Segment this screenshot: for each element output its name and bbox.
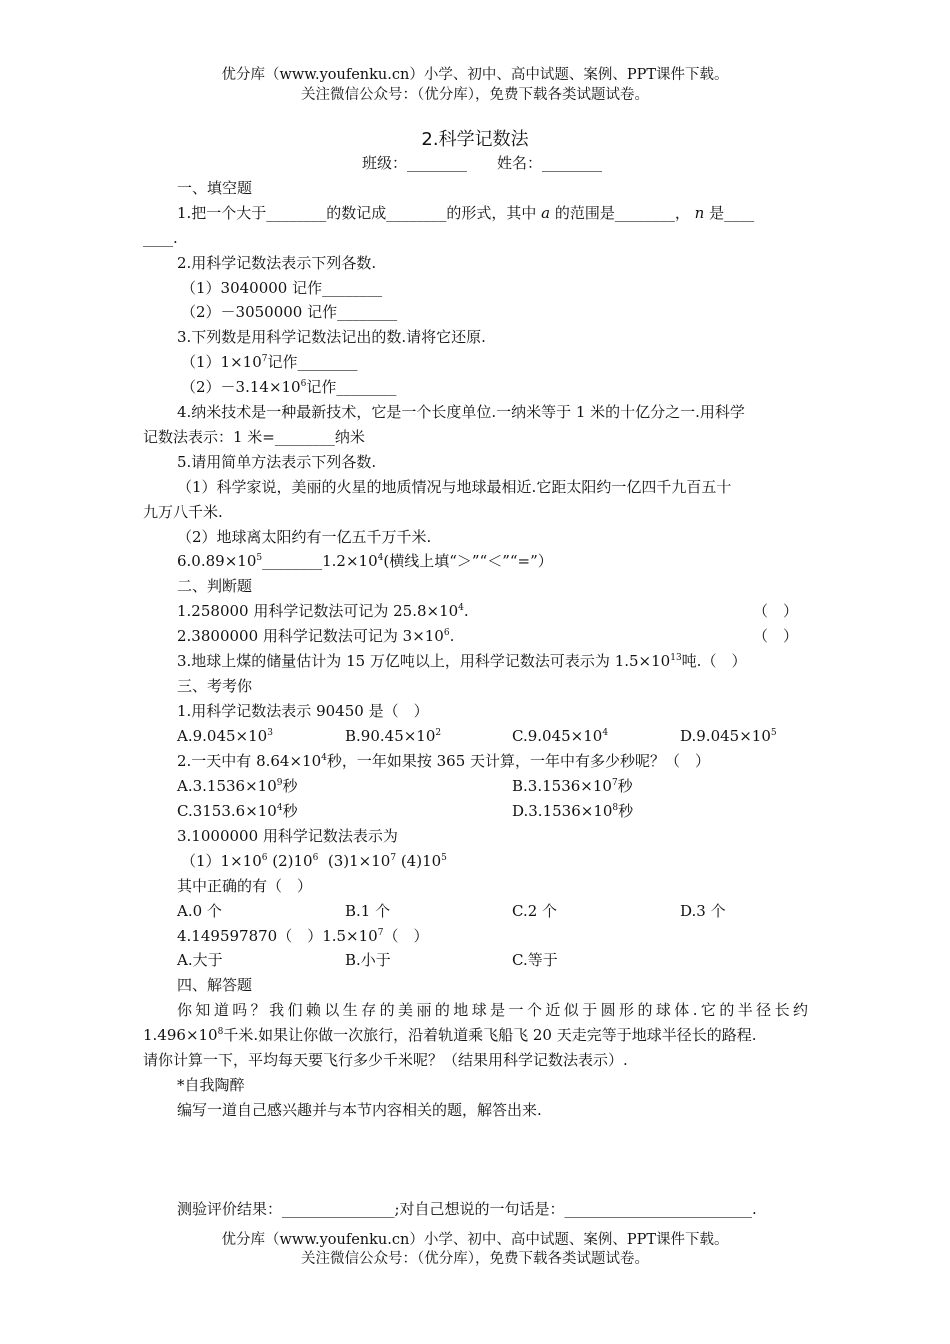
question-2-3 [177,649,746,673]
q-text: 3.地球上煤的储量估计为 15 万亿吨以上，用科学记数法可表示为 1.5×10 [177,652,671,670]
q-text: D.9.045×10 [680,727,771,745]
answer-parenthesis: （ ） [753,602,799,620]
exponent: 6 [261,853,268,863]
exponent: 6 [312,853,319,863]
question-3-3-ask: 其中正确的有（ ） [177,877,313,895]
option-d [680,724,777,748]
q-text: 秒 [618,802,634,820]
q-text: 6.0.89×10 [177,552,257,570]
question-1-2-2: （2）－3050000 记作________ [181,303,398,321]
option-a: A.0 个 [177,902,222,920]
site-header-line2: 关注微信公众号：（优分库），免费下载各类试题试卷。 [301,87,649,103]
q-text: （1）1×10 [181,852,262,870]
question-1-2: 2.用科学记数法表示下列各数. [177,254,377,272]
self-challenge-text: 编写一道自己感兴趣并与本节内容相关的题，解答出来. [177,1101,542,1119]
exponent: 5 [770,728,777,738]
q-text: 1.把一个大于________的数记成________的形式，其中 [177,204,537,222]
q-text: D.3.1536×10 [512,802,613,820]
question-1-3-1 [181,350,358,374]
question-1-6 [177,549,553,573]
exponent: 7 [611,778,618,788]
q-text: 是____ [709,204,755,222]
question-1-1 [177,201,754,225]
q-text: 1.258000 用科学记数法可记为 25.8×10 [177,602,459,620]
option-a: A.大于 [177,951,223,969]
question-3-4 [177,924,428,948]
question-1-5-1-cont: 九万八千米. [143,503,223,521]
q-text: . [449,627,455,645]
option-c: C.2 个 [512,902,558,920]
section-heading: 三、考考你 [177,677,253,695]
q-text: 秒 [282,802,298,820]
exponent: 6 [300,379,307,389]
q-text: A.3.1536×10 [177,777,277,795]
exponent: 2 [435,728,442,738]
section-heading: 二、判断题 [177,577,253,595]
q-text: C.9.045×10 [512,727,603,745]
q-text: . [463,602,469,620]
exponent: 8 [217,1027,224,1037]
section-heading: 一、填空题 [177,179,253,197]
question-2-1 [177,599,469,623]
option-b [345,724,441,748]
option-b: B.小于 [345,951,391,969]
class-name-line: 班级：________ 姓名：________ [362,154,603,172]
site-footer-line2: 关注微信公众号：（优分库），免费下载各类试题试卷。 [301,1251,649,1267]
exponent: 4 [321,753,327,763]
variable-n: n [694,204,705,222]
question-1-5: 5.请用简单方法表示下列各数. [177,453,377,471]
q-text: （ ） [383,927,429,945]
q-text: (4)10 [396,852,442,870]
evaluation-line: 测验评价结果：_______________;对自己想说的一句话是：_________________________. [177,1200,757,1218]
q-text: (2)10 [267,852,313,870]
q-text: 2.一天中有 8.64×10 [177,752,322,770]
question-3-3-list [181,849,447,873]
question-2-2 [177,624,454,648]
exponent: 7 [377,928,384,938]
exponent: 8 [612,803,619,813]
question-3-2 [177,749,710,773]
site-footer-line1: 优分库（www.youfenku.cn）小学、初中、高中试题、案例、PPT课件下载。 [221,1232,729,1248]
variable-a: a [541,204,551,222]
option-d [512,799,633,823]
question-1-3-2 [181,375,396,399]
exponent: 4 [377,553,384,563]
question-1-3: 3.下列数是用科学记数法记出的数.请将它还原. [177,328,486,346]
q-text: C.3153.6×10 [177,802,277,820]
q-text: 4.149597870（ ）1.5×10 [177,927,378,945]
question-1-2-1: （1）3040000 记作________ [181,279,383,297]
problem-text-line3: 请你计算一下，平均每天要飞行多少千米呢？（结果用科学记数法表示）. [143,1051,628,1069]
question-1-4-cont: 记数法表示：1 米=________纳米 [143,428,365,446]
question-3-1: 1.用科学记数法表示 90450 是（ ） [177,702,429,720]
exponent: 13 [670,653,682,663]
q-text: 2.3800000 用科学记数法可记为 3×10 [177,627,444,645]
exponent: 4 [458,603,464,613]
exponent: 5 [256,553,263,563]
section-heading: 四、解答题 [177,976,253,994]
answer-parenthesis: （ ） [753,627,799,645]
option-b: B.1 个 [345,902,391,920]
exponent: 6 [443,628,450,638]
option-c: C.等于 [512,951,558,969]
q-text: 秒 [617,777,633,795]
option-d: D.3 个 [680,902,726,920]
q-text: 千米.如果让你做一次旅行，沿着轨道乘飞船飞 20 天走完等于地球半径长的路程. [223,1026,757,1044]
option-a [177,724,273,748]
q-text: 1.496×10 [143,1026,218,1044]
problem-text-line1: 你知道吗？我们赖以生存的美丽的地球是一个近似于圆形的球体.它的半径长约 [177,1001,808,1019]
question-3-3: 3.1000000 用科学记数法表示为 [177,827,398,845]
exponent: 7 [390,853,397,863]
option-c [512,724,608,748]
q-text: （2）－3.14×10 [181,378,301,396]
q-text: A.9.045×10 [177,727,268,745]
exponent: 5 [441,853,447,863]
question-1-5-1: （1）科学家说，美丽的火星的地质情况与地球最相近.它距太阳约一亿四千九百五十 [177,478,732,496]
exponent: 4 [602,728,609,738]
exponent: 9 [276,778,283,788]
q-text: 秒 [282,777,298,795]
q-text: B.90.45×10 [345,727,436,745]
problem-text-line2 [143,1023,757,1047]
exponent: 3 [267,728,273,738]
exponent: 7 [261,354,268,364]
q-text: 记作________ [267,353,358,371]
q-text: 秒，一年如果按 365 天计算，一年中有多少秒呢？（ ） [326,752,711,770]
q-text: ________1.2×10 [262,552,378,570]
option-a [177,774,298,798]
option-c [177,799,298,823]
q-text: 的范围是________， [554,204,690,222]
q-text: (3)1×10 [318,852,391,870]
exponent: 4 [276,803,283,813]
q-text: B.3.1536×10 [512,777,612,795]
question-1-1-cont: ____. [143,229,178,247]
question-1-5-2: （2）地球离太阳约有一亿五千万千米. [177,528,432,546]
option-b [512,774,633,798]
page-title: 2.科学记数法 [421,129,529,150]
q-text: (横线上填“＞”“＜”“=”） [383,552,553,570]
site-header-line1: 优分库（www.youfenku.cn）小学、初中、高中试题、案例、PPT课件下载。 [221,67,729,83]
q-text: 记作________ [306,378,397,396]
q-text: 吨.（ ） [681,652,747,670]
self-challenge-title: *自我陶醉 [177,1076,245,1094]
question-1-4: 4.纳米技术是一种最新技术，它是一个长度单位.一纳米等于 1 米的十亿分之一.用科学 [177,403,745,421]
q-text: （1）1×10 [181,353,262,371]
